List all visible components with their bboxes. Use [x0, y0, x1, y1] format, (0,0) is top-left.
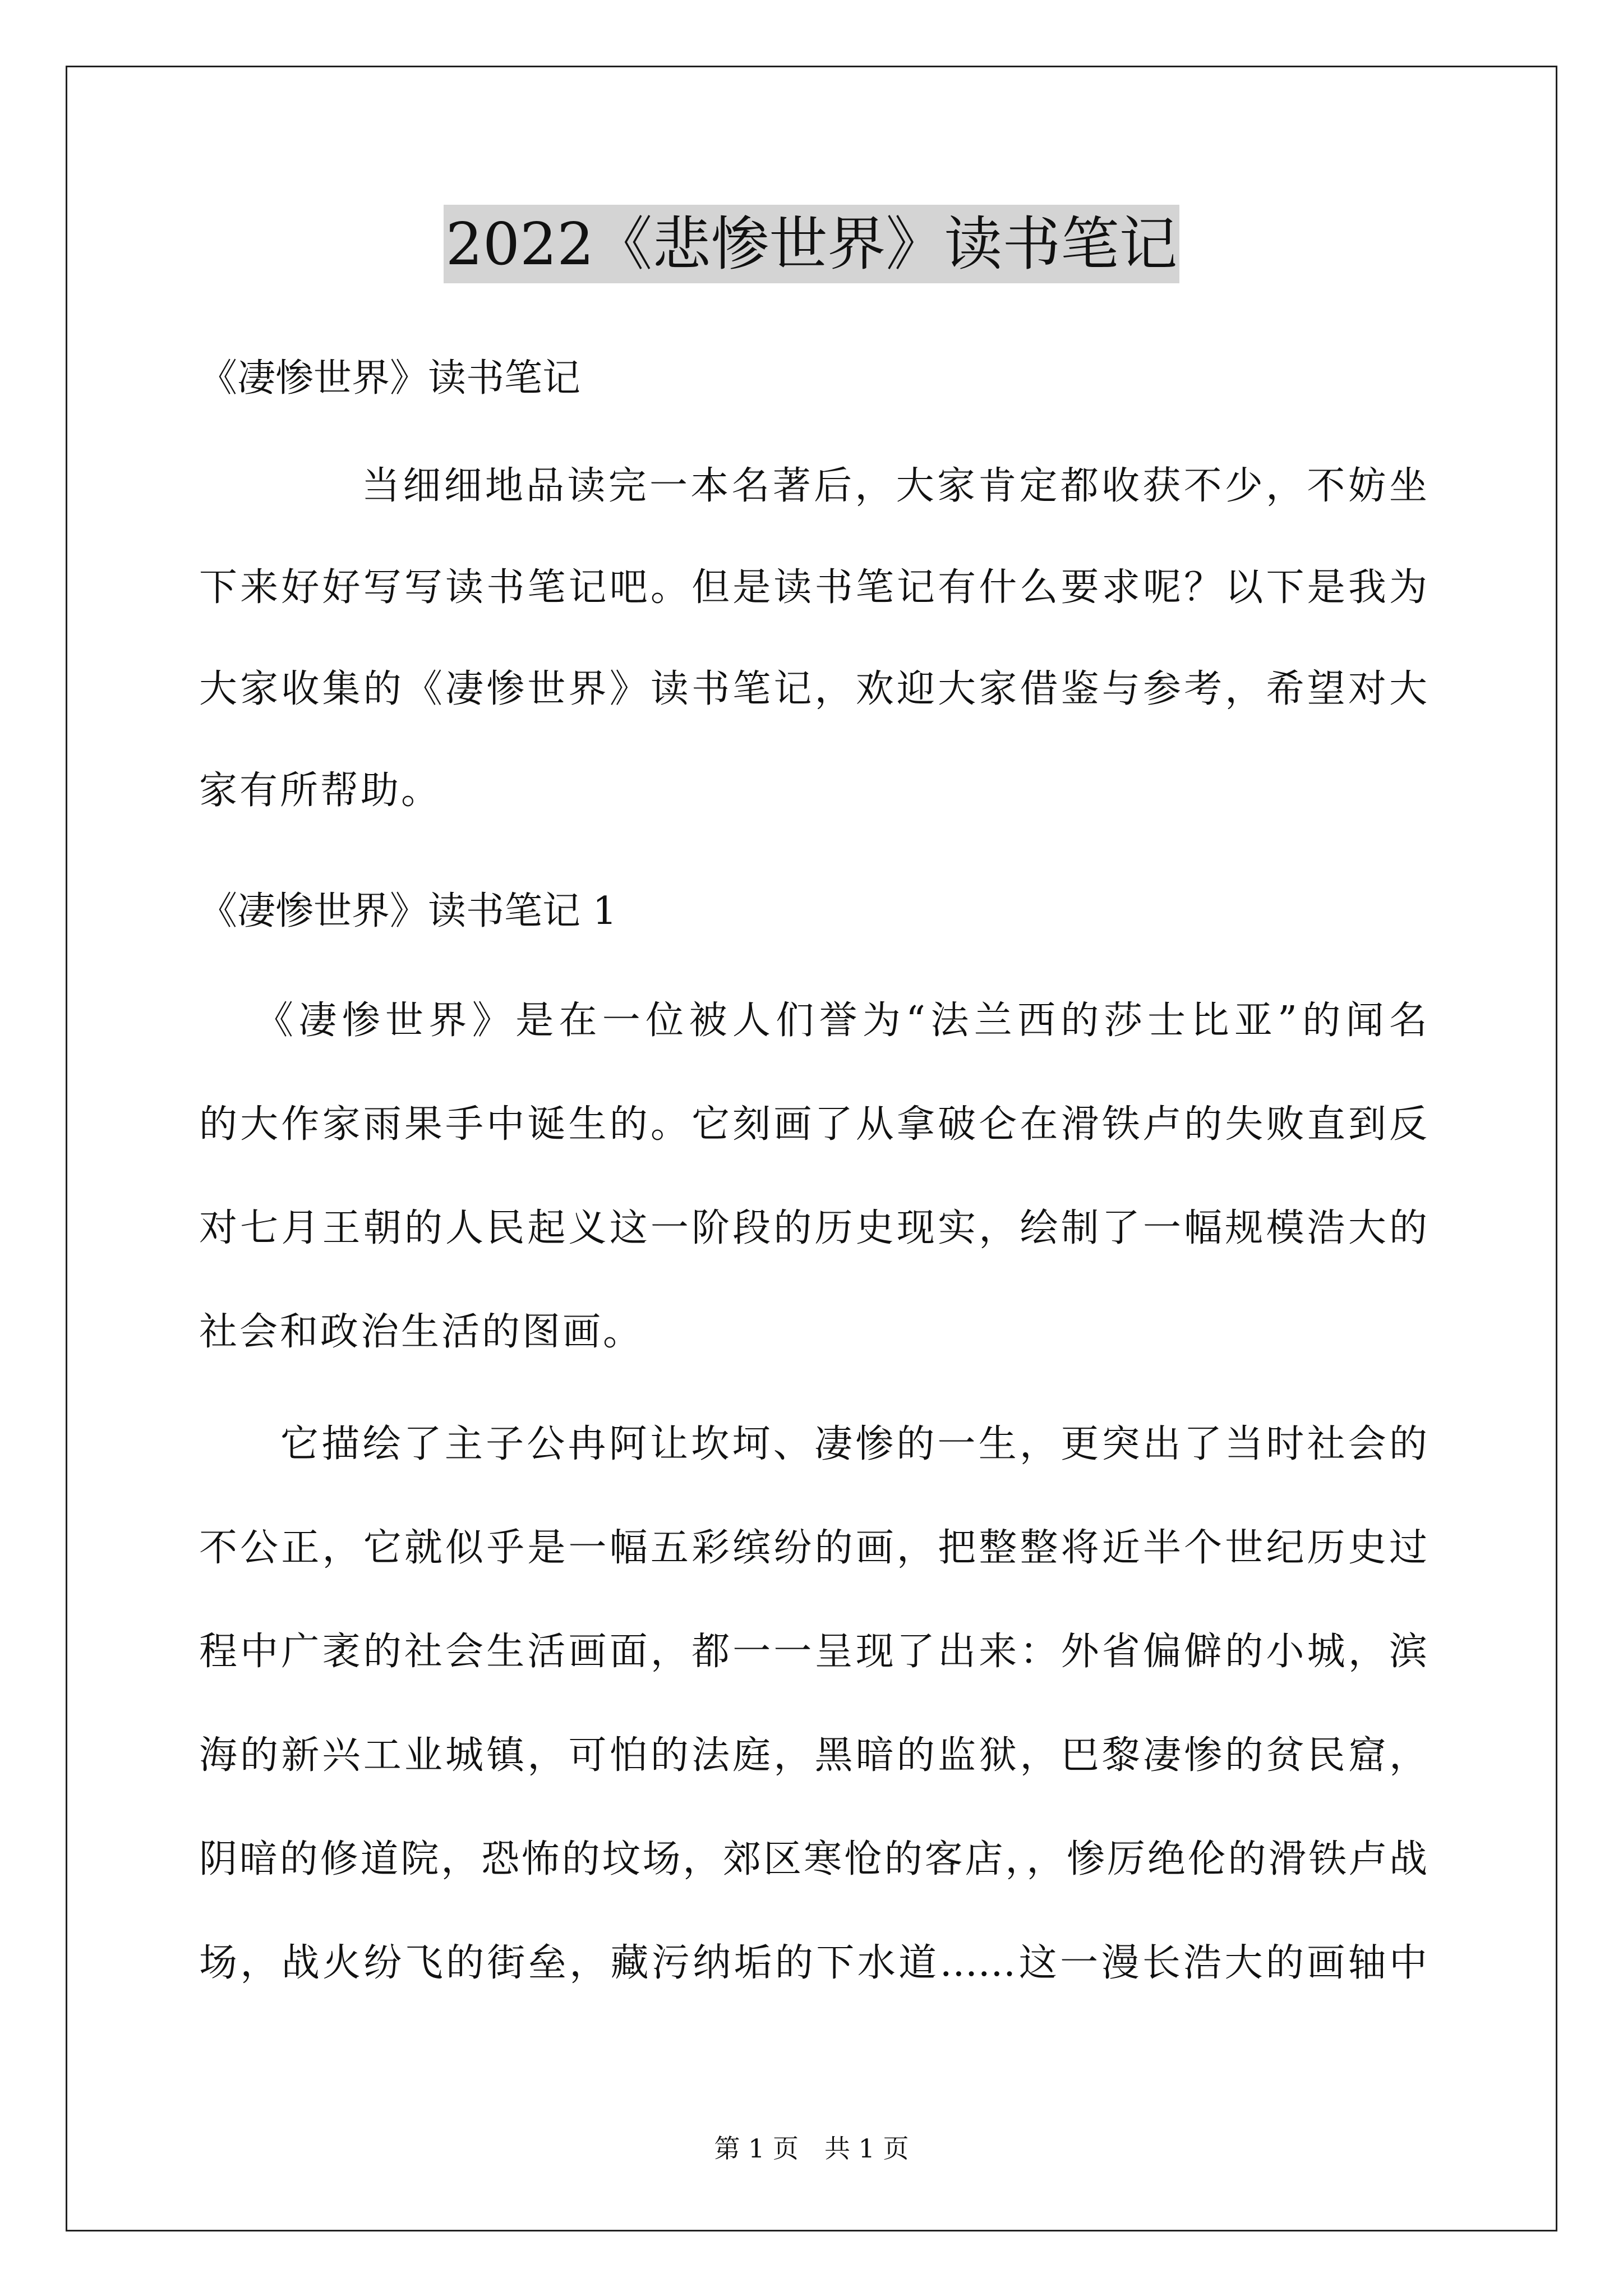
para2-line-2: 不公正，它就似乎是一幅五彩缤纷的画，把整整将近半个世纪历史过: [199, 1526, 1427, 1570]
para2-line-1: 它描绘了主子公冉阿让坎坷、凄惨的一生，更突出了当时社会的: [280, 1422, 1427, 1466]
heading-main: 《凄惨世界》读书笔记: [199, 356, 581, 401]
title-wrap: [0, 205, 1623, 283]
para1-line-3: 对七月王朝的人民起义这一阶段的历史现实，绘制了一幅规模浩大的: [199, 1206, 1427, 1250]
para1-line-2: 的大作家雨果手中诞生的。它刻画了从拿破仑在滑铁卢的失败直到反: [199, 1102, 1427, 1147]
para1-line-1: 《凄惨世界》是在一位被人们誉为“法兰西的莎士比亚”的闻名: [255, 999, 1427, 1043]
para2-line-4: 海的新兴工业城镇，可怕的法庭，黑暗的监狱，巴黎凄惨的贫民窟，: [199, 1733, 1427, 1778]
para2-line-5: 阴暗的修道院，恐怖的坟场，郊区寒怆的客店，，惨厉绝伦的滑铁卢战: [199, 1837, 1427, 1881]
intro-line-2: 下来好好写写读书笔记吧。但是读书笔记有什么要求呢？以下是我为: [199, 565, 1427, 610]
para2-line-3: 程中广袤的社会生活画面，都一一呈现了出来：外省偏僻的小城，滨: [199, 1630, 1427, 1674]
heading-1: 《凄惨世界》读书笔记 1: [199, 889, 617, 933]
intro-line-3: 大家收集的《凄惨世界》读书笔记，欢迎大家借鉴与参考，希望对大: [199, 667, 1427, 711]
document-title: 2022《悲惨世界》读书笔记: [444, 205, 1180, 283]
para2-line-6: 场，战火纷飞的街垒，藏污纳垢的下水道……这一漫长浩大的画轴中: [199, 1941, 1427, 1985]
intro-line-1: 当细细地品读完一本名著后，大家肯定都收获不少，不妨坐: [362, 464, 1427, 508]
intro-line-4: 家有所帮助。: [199, 769, 442, 813]
para1-line-4: 社会和政治生活的图画。: [199, 1310, 644, 1354]
page-footer: 第 1 页 共 1 页: [714, 2133, 909, 2164]
